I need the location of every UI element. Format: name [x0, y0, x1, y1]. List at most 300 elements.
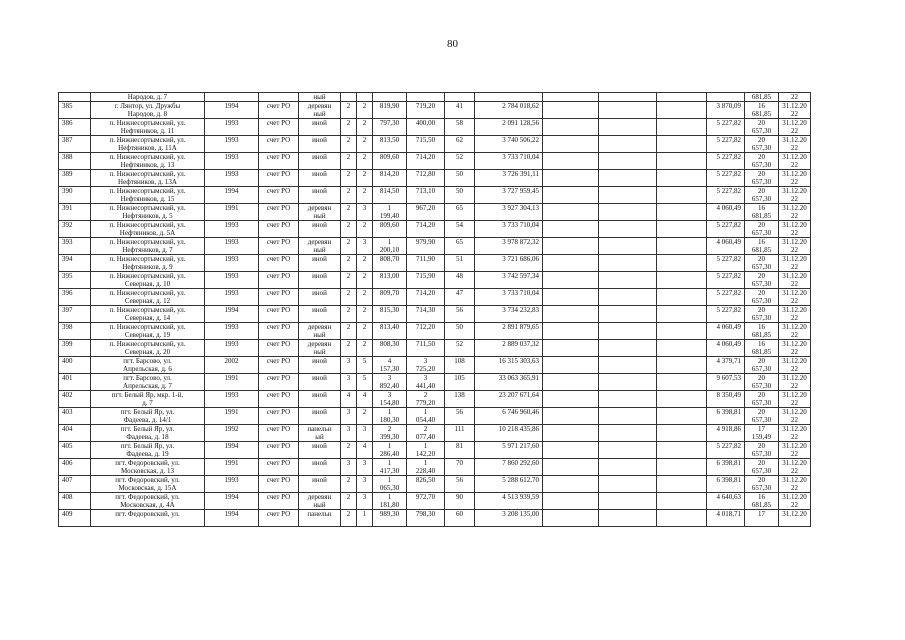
- table-row: [59, 102, 811, 119]
- residents-cell: 108: [445, 357, 475, 374]
- wall-material-cell: деревян ный: [299, 493, 341, 510]
- entrances-cell: 5: [357, 374, 373, 391]
- year-cell: 1993: [205, 153, 259, 170]
- entrances-cell: 3: [357, 493, 373, 510]
- fund-method-cell: счет РО: [259, 170, 299, 187]
- year-cell: 1991: [205, 408, 259, 425]
- total-area-cell: 4 157,30: [373, 357, 407, 374]
- row-number-cell: 392: [59, 221, 91, 238]
- living-area-cell: 1 228,40: [407, 459, 445, 476]
- floors-cell: 2: [341, 306, 357, 323]
- total-area-cell: 813,00: [373, 272, 407, 289]
- blank-cell: [599, 357, 657, 374]
- blank-cell: [599, 510, 657, 527]
- residents-cell: 81: [445, 442, 475, 459]
- entrances-cell: 2: [357, 408, 373, 425]
- year-cell: 1993: [205, 255, 259, 272]
- floors-cell: 3: [341, 425, 357, 442]
- blank-cell: [543, 442, 599, 459]
- blank-cell: [543, 374, 599, 391]
- row-number-cell: 409: [59, 510, 91, 527]
- floors-cell: 2: [341, 153, 357, 170]
- cost-cell: 3 726 391,11: [475, 170, 543, 187]
- wall-material-cell: панельн: [299, 510, 341, 527]
- blank-cell: [543, 187, 599, 204]
- rate-cell: 20 657,30: [745, 255, 779, 272]
- fund-method-cell: счет РО: [259, 340, 299, 357]
- wall-material-cell: деревян ный: [299, 204, 341, 221]
- unit-cost-cell: 5 227,82: [707, 272, 745, 289]
- wall-material-cell: иной: [299, 442, 341, 459]
- cost-cell: 3 740 506,22: [475, 136, 543, 153]
- blank-cell: [543, 153, 599, 170]
- living-area-cell: 713,10: [407, 187, 445, 204]
- date-cell: 31.12.20 22: [779, 374, 811, 391]
- wall-material-cell: иной: [299, 391, 341, 408]
- wall-material-cell: деревян ный: [299, 323, 341, 340]
- blank-cell: [599, 323, 657, 340]
- residents-cell: 56: [445, 306, 475, 323]
- wall-material-cell: иной: [299, 374, 341, 391]
- floors-cell: 2: [341, 187, 357, 204]
- table-row: [59, 306, 811, 323]
- blank-cell: [543, 425, 599, 442]
- table-row: [59, 119, 811, 136]
- entrances-cell: 3: [357, 425, 373, 442]
- living-area-cell: 714,30: [407, 306, 445, 323]
- rate-cell: 20 657,30: [745, 408, 779, 425]
- date-cell: 31.12.20 22: [779, 153, 811, 170]
- row-number-cell: 399: [59, 340, 91, 357]
- total-area-cell: 813,50: [373, 136, 407, 153]
- address-cell: пгт. Федоровский, ул. Московская, д. 15А: [91, 476, 205, 493]
- table-row: [59, 493, 811, 510]
- wall-material-cell: деревян ный: [299, 238, 341, 255]
- blank-cell: [657, 272, 707, 289]
- cost-cell: 7 860 292,60: [475, 459, 543, 476]
- total-area-cell: 1 180,30: [373, 408, 407, 425]
- table-row: [59, 136, 811, 153]
- fund-method-cell: счет РО: [259, 102, 299, 119]
- cost-cell: 3 727 959,45: [475, 187, 543, 204]
- table-row: [59, 221, 811, 238]
- blank-cell: [543, 119, 599, 136]
- table-row: [59, 289, 811, 306]
- floors-cell: 2: [341, 255, 357, 272]
- year-cell: 1993: [205, 391, 259, 408]
- blank-cell: [657, 357, 707, 374]
- blank-cell: [543, 357, 599, 374]
- blank-cell: [599, 442, 657, 459]
- floors-cell: 2: [341, 204, 357, 221]
- residents-cell: 62: [445, 136, 475, 153]
- blank-cell: [657, 204, 707, 221]
- entrances-cell: 3: [357, 238, 373, 255]
- fund-method-cell: счет РО: [259, 238, 299, 255]
- cost-cell: 16 315 303,63: [475, 357, 543, 374]
- fund-method-cell: счет РО: [259, 459, 299, 476]
- total-area-cell: 819,90: [373, 102, 407, 119]
- total-area-cell: 813,40: [373, 323, 407, 340]
- date-cell: 31.12.20 22: [779, 306, 811, 323]
- unit-cost-cell: 6 398,81: [707, 476, 745, 493]
- blank-cell: [657, 391, 707, 408]
- table-row: [59, 187, 811, 204]
- entrances-cell: 5: [357, 357, 373, 374]
- living-area-cell: 714,20: [407, 153, 445, 170]
- wall-material-cell: иной: [299, 221, 341, 238]
- address-cell: п. Нижнесортымский, ул. Нефтяников, д. 11: [91, 119, 205, 136]
- fund-method-cell: счет РО: [259, 374, 299, 391]
- table-row: [59, 459, 811, 476]
- unit-cost-cell: 5 227,82: [707, 306, 745, 323]
- entrances-cell: 2: [357, 153, 373, 170]
- year-cell: 1993: [205, 323, 259, 340]
- cost-cell: 3 733 710,04: [475, 221, 543, 238]
- fund-method-cell: счет РО: [259, 255, 299, 272]
- unit-cost-cell: 5 227,82: [707, 119, 745, 136]
- floors-cell: 3: [341, 374, 357, 391]
- blank-cell: [543, 510, 599, 527]
- date-cell: 31.12.20 22: [779, 357, 811, 374]
- rate-cell: 16 681,85: [745, 323, 779, 340]
- row-number-cell: 387: [59, 136, 91, 153]
- wall-material-cell: иной: [299, 306, 341, 323]
- address-cell: п. Нижнесортымский, ул. Нефтяников, д. 5: [91, 204, 205, 221]
- living-area-cell: 711,90: [407, 255, 445, 272]
- row-number-cell: 395: [59, 272, 91, 289]
- table-row: [59, 323, 811, 340]
- wall-material-cell: иной: [299, 357, 341, 374]
- cost-cell: 3 978 872,32: [475, 238, 543, 255]
- fund-method-cell: счет РО: [259, 408, 299, 425]
- blank-cell: [599, 153, 657, 170]
- residents-cell: 65: [445, 204, 475, 221]
- table-row: [59, 340, 811, 357]
- blank-cell: [657, 306, 707, 323]
- blank-cell: [599, 221, 657, 238]
- unit-cost-cell: 4 918,86: [707, 425, 745, 442]
- date-cell: 22: [779, 93, 811, 102]
- fund-method-cell: счет РО: [259, 493, 299, 510]
- cost-cell: 3 733 710,04: [475, 289, 543, 306]
- address-cell: пгт. Барсово, ул. Апрельская, д. 7: [91, 374, 205, 391]
- cost-cell: 2 784 018,62: [475, 102, 543, 119]
- date-cell: 31.12.20 22: [779, 493, 811, 510]
- address-cell: п. Нижнесортымский, ул. Нефтяников, д. 7: [91, 238, 205, 255]
- fund-method-cell: счет РО: [259, 204, 299, 221]
- wall-material-cell: иной: [299, 255, 341, 272]
- rate-cell: 20 657,30: [745, 119, 779, 136]
- rate-cell: 16 681,85: [745, 238, 779, 255]
- total-area-cell: 814,50: [373, 187, 407, 204]
- fund-method-cell: счет РО: [259, 476, 299, 493]
- blank-cell: [543, 136, 599, 153]
- address-cell: Народов, д. 7: [91, 93, 205, 102]
- wall-material-cell: панельн ый: [299, 425, 341, 442]
- blank-cell: [657, 119, 707, 136]
- date-cell: 31.12.20 22: [779, 408, 811, 425]
- date-cell: 31.12.20 22: [779, 119, 811, 136]
- residents-cell: 52: [445, 340, 475, 357]
- total-area-cell: 808,30: [373, 340, 407, 357]
- row-number-cell: 407: [59, 476, 91, 493]
- unit-cost-cell: 5 227,82: [707, 187, 745, 204]
- row-number-cell: 397: [59, 306, 91, 323]
- blank-cell: [599, 255, 657, 272]
- living-area-cell: 826,50: [407, 476, 445, 493]
- unit-cost-cell: 4 060,49: [707, 323, 745, 340]
- year-cell: 2002: [205, 357, 259, 374]
- rate-cell: 20 657,30: [745, 187, 779, 204]
- cost-cell: 2 091 128,56: [475, 119, 543, 136]
- year-cell: 1994: [205, 187, 259, 204]
- address-cell: п. Нижнесортымский, ул. Нефтяников, д. 15: [91, 187, 205, 204]
- total-area-cell: 815,30: [373, 306, 407, 323]
- total-area-cell: 1 065,30: [373, 476, 407, 493]
- living-area-cell: 972,70: [407, 493, 445, 510]
- wall-material-cell: иной: [299, 170, 341, 187]
- table-row: [59, 170, 811, 187]
- table-row: [59, 238, 811, 255]
- row-number-cell: 396: [59, 289, 91, 306]
- blank-cell: [599, 272, 657, 289]
- unit-cost-cell: 6 398,81: [707, 459, 745, 476]
- row-number-cell: 393: [59, 238, 91, 255]
- cost-cell: 3 733 710,04: [475, 153, 543, 170]
- address-cell: п. Нижнесортымский, ул. Нефтяников, д. 13А: [91, 170, 205, 187]
- cost-cell: 2 891 879,65: [475, 323, 543, 340]
- address-cell: пгт. Федоровский, ул. Московская, д. 13: [91, 459, 205, 476]
- living-area-cell: 711,50: [407, 340, 445, 357]
- address-cell: п. Нижнесортымский, ул. Нефтяников, д. 5А: [91, 221, 205, 238]
- wall-material-cell: иной: [299, 459, 341, 476]
- entrances-cell: 3: [357, 204, 373, 221]
- unit-cost-cell: 9 607,53: [707, 374, 745, 391]
- blank-cell: [657, 170, 707, 187]
- blank-cell: [599, 425, 657, 442]
- rate-cell: 20 657,30: [745, 357, 779, 374]
- cost-cell: 33 063 365,91: [475, 374, 543, 391]
- rate-cell: 20 657,30: [745, 459, 779, 476]
- fund-method-cell: счет РО: [259, 289, 299, 306]
- living-area-cell: 712,20: [407, 323, 445, 340]
- entrances-cell: 3: [357, 459, 373, 476]
- blank-cell: [657, 289, 707, 306]
- address-cell: п. Нижнесортымский, ул. Нефтяников, д. 9: [91, 255, 205, 272]
- entrances-cell: 2: [357, 170, 373, 187]
- rate-cell: 17 159,49: [745, 425, 779, 442]
- table-row: [59, 357, 811, 374]
- entrances-cell: 2: [357, 272, 373, 289]
- floors-cell: 2: [341, 102, 357, 119]
- blank-cell: [599, 170, 657, 187]
- year-cell: 1994: [205, 510, 259, 527]
- residents-cell: 70: [445, 459, 475, 476]
- blank-cell: [599, 408, 657, 425]
- blank-cell: [657, 221, 707, 238]
- year-cell: 1994: [205, 493, 259, 510]
- wall-material-cell: ный: [299, 93, 341, 102]
- blank-cell: [657, 136, 707, 153]
- floors-cell: 3: [341, 357, 357, 374]
- residents-cell: 65: [445, 238, 475, 255]
- cost-cell: 5 288 612,70: [475, 476, 543, 493]
- address-cell: пгт. Барсово, ул. Апрельская, д. 6: [91, 357, 205, 374]
- blank-cell: [657, 323, 707, 340]
- residents-cell: 56: [445, 408, 475, 425]
- table-row: [59, 442, 811, 459]
- fund-method-cell: счет РО: [259, 136, 299, 153]
- living-area-cell: 1 054,40: [407, 408, 445, 425]
- year-cell: 1993: [205, 119, 259, 136]
- row-number-cell: 390: [59, 187, 91, 204]
- rate-cell: 20 657,30: [745, 272, 779, 289]
- residents-cell: 48: [445, 272, 475, 289]
- living-area-cell: 714,20: [407, 289, 445, 306]
- rate-cell: 16 681,85: [745, 493, 779, 510]
- address-cell: п. Нижнесортымский, ул. Северная, д. 12: [91, 289, 205, 306]
- table-row: [59, 408, 811, 425]
- fund-method-cell: счет РО: [259, 323, 299, 340]
- entrances-cell: 2: [357, 340, 373, 357]
- year-cell: 1993: [205, 238, 259, 255]
- residents-cell: 56: [445, 476, 475, 493]
- fund-method-cell: счет РО: [259, 442, 299, 459]
- fund-method-cell: счет РО: [259, 306, 299, 323]
- rate-cell: 681,85: [745, 93, 779, 102]
- fund-method-cell: счет РО: [259, 425, 299, 442]
- table-row-continued: [59, 93, 811, 102]
- blank-cell: [657, 187, 707, 204]
- cost-cell: 5 971 217,60: [475, 442, 543, 459]
- unit-cost-cell: 5 227,82: [707, 136, 745, 153]
- date-cell: 31.12.20 22: [779, 204, 811, 221]
- rate-cell: 20 657,30: [745, 374, 779, 391]
- cost-cell: 23 207 671,64: [475, 391, 543, 408]
- fund-method-cell: счет РО: [259, 221, 299, 238]
- rate-cell: 16 681,85: [745, 204, 779, 221]
- table-row: [59, 272, 811, 289]
- residents-cell: 60: [445, 510, 475, 527]
- rate-cell: 20 657,30: [745, 289, 779, 306]
- blank-cell: [599, 238, 657, 255]
- fund-method-cell: счет РО: [259, 510, 299, 527]
- total-area-cell: 1 417,30: [373, 459, 407, 476]
- blank-cell: [657, 153, 707, 170]
- rate-cell: 16 681,85: [745, 340, 779, 357]
- entrances-cell: 2: [357, 136, 373, 153]
- total-area-cell: 808,70: [373, 255, 407, 272]
- total-area-cell: 809,60: [373, 153, 407, 170]
- unit-cost-cell: 5 227,82: [707, 289, 745, 306]
- date-cell: 31.12.20 22: [779, 340, 811, 357]
- residents-cell: 50: [445, 170, 475, 187]
- blank-cell: [657, 476, 707, 493]
- floors-cell: 2: [341, 323, 357, 340]
- table-row: [59, 255, 811, 272]
- floors-cell: 2: [341, 340, 357, 357]
- rate-cell: 20 657,30: [745, 306, 779, 323]
- year-cell: 1993: [205, 289, 259, 306]
- row-number-cell: 402: [59, 391, 91, 408]
- blank-cell: [599, 136, 657, 153]
- cost-cell: 2 889 037,32: [475, 340, 543, 357]
- address-cell: п. Нижнесортымский, ул. Северная, д. 14: [91, 306, 205, 323]
- row-number-cell: 388: [59, 153, 91, 170]
- date-cell: 31.12.20 22: [779, 425, 811, 442]
- wall-material-cell: деревян ный: [299, 102, 341, 119]
- cost-cell: 3 208 135,00: [475, 510, 543, 527]
- cost-cell: 4 513 939,59: [475, 493, 543, 510]
- unit-cost-cell: 4 060,49: [707, 340, 745, 357]
- address-cell: пгт. Белый Яр, ул. Фадеева, д. 18: [91, 425, 205, 442]
- residents-cell: 54: [445, 221, 475, 238]
- fund-method-cell: счет РО: [259, 357, 299, 374]
- entrances-cell: 3: [357, 476, 373, 493]
- residents-cell: 90: [445, 493, 475, 510]
- floors-cell: 2: [341, 289, 357, 306]
- row-number-cell: 389: [59, 170, 91, 187]
- wall-material-cell: деревян ный: [299, 340, 341, 357]
- entrances-cell: 2: [357, 323, 373, 340]
- total-area-cell: 809,60: [373, 221, 407, 238]
- blank-cell: [657, 442, 707, 459]
- rate-cell: 20 657,30: [745, 391, 779, 408]
- blank-cell: [599, 204, 657, 221]
- cost-cell: 3 721 686,06: [475, 255, 543, 272]
- entrances-cell: 2: [357, 289, 373, 306]
- fund-method-cell: счет РО: [259, 391, 299, 408]
- rate-cell: 20 657,30: [745, 153, 779, 170]
- unit-cost-cell: 8 350,49: [707, 391, 745, 408]
- floors-cell: 2: [341, 510, 357, 527]
- living-area-cell: 400,00: [407, 119, 445, 136]
- table-row: [59, 204, 811, 221]
- address-cell: пгт. Белый Яр, ул. Фадеева, д. 14/1: [91, 408, 205, 425]
- cost-cell: 3 927 304,13: [475, 204, 543, 221]
- blank-cell: [657, 374, 707, 391]
- year-cell: 1994: [205, 442, 259, 459]
- blank-cell: [543, 476, 599, 493]
- rate-cell: 16 681,85: [745, 102, 779, 119]
- entrances-cell: 1: [357, 510, 373, 527]
- blank-cell: [543, 306, 599, 323]
- blank-cell: [543, 391, 599, 408]
- table-row: [59, 374, 811, 391]
- row-number-cell: 391: [59, 204, 91, 221]
- residents-cell: 52: [445, 153, 475, 170]
- blank-cell: [543, 459, 599, 476]
- year-cell: 1993: [205, 476, 259, 493]
- date-cell: 31.12.20 22: [779, 459, 811, 476]
- total-area-cell: 2 399,30: [373, 425, 407, 442]
- residents-cell: 50: [445, 187, 475, 204]
- residents-cell: 41: [445, 102, 475, 119]
- unit-cost-cell: 4 379,71: [707, 357, 745, 374]
- cost-cell: 6 746 960,46: [475, 408, 543, 425]
- date-cell: 31.12.20 22: [779, 289, 811, 306]
- blank-cell: [543, 408, 599, 425]
- date-cell: 31.12.20 22: [779, 255, 811, 272]
- table-row: [59, 153, 811, 170]
- floors-cell: 4: [341, 391, 357, 408]
- rate-cell: 20 657,30: [745, 136, 779, 153]
- entrances-cell: 2: [357, 306, 373, 323]
- blank-cell: [599, 391, 657, 408]
- unit-cost-cell: 3 870,09: [707, 102, 745, 119]
- rate-cell: 20 657,30: [745, 442, 779, 459]
